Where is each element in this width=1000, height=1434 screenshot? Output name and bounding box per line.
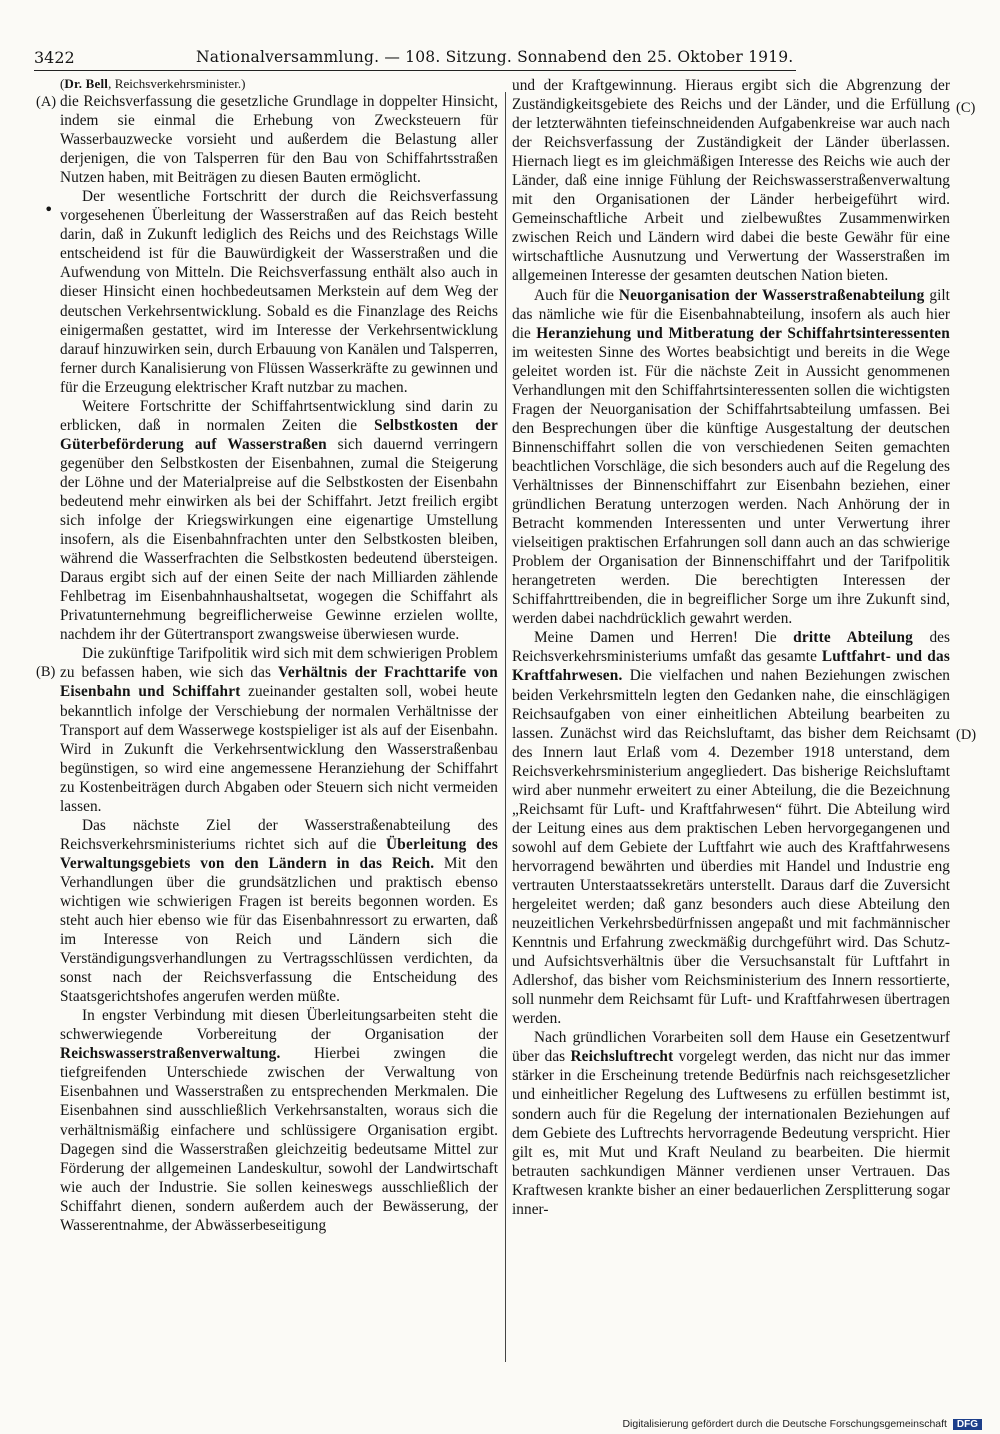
text-run: Hierbei zwingen die tiefgreifenden Unterschiede zwischen der Verwaltung von Eisenbahnen und Wasserstraßen zu entsprechenden Merkmalen. Die Eisenbahnen sind ausschließlich Verkehrsanstalten, woraus sich die verhältnismäßig einfachere und schlüssigere Organisation ergibt. Dagegen sind die Wasserstraßen gleichzeitig bedeutsame Mittel zur Förderung der allgemeinen Landeskultur, sowohl der Landwirtschaft wie auch der Industrie. Sie sollen keineswegs ausschließlich der Schiffahrt dienen, sondern außerdem auch der Bewässerung, der Wasserentnahme, der Abwässerbeseitigung bbox=[60, 1045, 498, 1234]
section-mark-c: (C) bbox=[956, 100, 976, 116]
emphasis: dritte Abteilung bbox=[793, 629, 914, 647]
section-mark-a: (A) bbox=[36, 94, 57, 110]
text-run: sich dauernd verringern gegenüber den Selbstkosten der Eisenbahnen, zumal die Steigerung der Löhne und der Materialpreise auf die Selbstkosten der Eisenbahn bedeutend mehr einwirken als bei der Schiffahrt. Jetzt freilich ergibt sich infolge der Kriegswirkungen eine eigenartige Umstellung insofern, als die Eisenbahnfrachten unter den Selbstkosten bleiben, während die Wasserfrachten die Selbstkosten bedeutend übersteigen. Daraus ergibt sich auf der einen Seite der nach Milliarden zählende Fehlbetrag im Eisenbahnhaushaltsetat, wogegen die Schiffahrt als Privatunternehmung begreiflicherweise Gewinne erzielen wollte, nachdem ihr der Gütertransport zwangsweise überwiesen wurde. bbox=[60, 435, 498, 644]
right-column bbox=[512, 76, 950, 1219]
credit-text: Digitalisierung gefördert durch die Deutsche Forschungsgemeinschaft bbox=[622, 1418, 947, 1430]
paragraph bbox=[512, 1028, 950, 1218]
paragraph bbox=[60, 644, 498, 815]
margin-dot: • bbox=[44, 200, 54, 219]
paragraph bbox=[60, 397, 498, 645]
speaker-line: (Dr. Bell, Reichsverkehrsminister.) bbox=[60, 76, 246, 91]
text-run: Nach gründlichen Vorarbeiten soll dem Hause ein Gesetzentwurf über das bbox=[512, 1029, 950, 1066]
running-header bbox=[34, 46, 796, 71]
emphasis: Neuorganisation der Wasserstraßenabteilung bbox=[618, 286, 925, 304]
text-run: im weitesten Sinne des Wortes beabsichtigt und bereits in die Wege geleitet worden ist. Für die nächste Zeit in Aussicht genommenen Verhandlungen mit den Schiffahrtsinteressenten sollen die wichtigsten Fragen der Neuorganisation der Schiffahrtsabteilung umfassen. Bei den Besprechungen über die künftige Ausgestaltung der deutschen Binnenschiffahrt sollen die von verschiedenen Seiten gemachten beachtlichen Vorschläge, die sich besonders auch auf die Regelung des Verhältnisses der Binnenschiffahrt zur Eisenbahn beziehen, einer gründlichen Beratung unterzogen werden. Nach Anhörung der in Betracht kommenden Interessenten und unter Verwertung ihrer vielseitigen praktischen Erfahrungen soll dann auch an das schwierige Problem der Organisation der Binnenschiffahrt und der Tarifpolitik herangetreten werden. Die berechtigten Interessen der Schiffahrttreibenden, die in begreiflicher Sorge um ihre Zukunft sind, werden dabei nachdrücklich gewahrt werden. bbox=[512, 343, 950, 628]
paragraph: und der Kraftgewinnung. Hieraus ergibt sich die Abgrenzung der Zuständigkeitsgebiete des Reichs und der Länder, und die Erfüllung der letzterwähnten tiefeinschneidenden Aufgabenkreise war auch nach der Reichsverfassung der Zuständigkeit der Länder überlassen. Hiernach liegt es im gleichmäßigen Interesse des Reichs wie auch der Länder, daß eine innige Fühlung der Reichswasserstraßenverwaltung mit den Organisationen der Länder herbeigeführt wird. Gemeinschaftliche Arbeit und zielbewußtes Zusammenwirken zwischen Reich und Ländern wird dabei die beste Gewähr für eine wirtschaftliche Ausnutzung und Verwertung der Wasserstraßen im allgemeinen Interesse der gesamten deutschen Nation bieten. bbox=[512, 77, 950, 285]
digitization-credit bbox=[622, 1418, 982, 1430]
paragraph bbox=[512, 286, 950, 629]
page-number: 3422 bbox=[34, 48, 75, 67]
section-mark-b: (B) bbox=[36, 664, 56, 680]
text-run: zueinander gestalten soll, wobei heute bekanntlich infolge der Verschiebung der normalen Verhältnisse der Transport auf dem Wasserwege kostspieliger ist als auf der Eisenbahn. Wird in Zukunft die Verkehrsentwicklung den Wasserstraßenbau begünstigen, so wird eine angemessene Heranziehung der Schiffahrt zu Kostenbeiträgen durch Abgaben oder Steuern sich nicht vermeiden lassen. bbox=[60, 683, 498, 815]
emphasis: Überleitung des Verwaltungsgebiets von den Ländern in das Reich. bbox=[60, 835, 498, 872]
emphasis: Selbstkosten der Güterbeförderung auf Wasserstraßen bbox=[60, 416, 498, 453]
dfg-logo: DFG bbox=[953, 1419, 982, 1430]
text-run: In engster Verbindung mit diesen Überleitungsarbeiten steht die schwerwiegende Vorbereitung der Organisation der bbox=[60, 1007, 498, 1044]
paragraph bbox=[512, 628, 950, 1028]
emphasis: Reichsluftrecht bbox=[570, 1048, 674, 1066]
paragraph bbox=[60, 816, 498, 1006]
speaker-name: Dr. Bell bbox=[64, 76, 109, 91]
paragraph bbox=[60, 1006, 498, 1235]
text-run: des Reichsverkehrsministeriums umfaßt das gesamte bbox=[512, 629, 950, 666]
text-run: Auch für die bbox=[534, 286, 619, 304]
text-run: Meine Damen und Herren! Die bbox=[534, 629, 794, 647]
section-mark-d: (D) bbox=[956, 727, 977, 743]
column-rule bbox=[505, 92, 506, 1362]
emphasis: Reichswasserstraßenverwaltung. bbox=[60, 1045, 281, 1063]
left-column bbox=[60, 76, 498, 1235]
text-run: Das nächste Ziel der Wasserstraßenabteilung des Reichsverkehrsministeriums richtet sich auf die bbox=[60, 816, 498, 853]
emphasis: Luftfahrt- und das Kraftfahrwesen. bbox=[512, 648, 950, 685]
text-run: Mit den Verhandlungen über die grundsätzlichen und praktisch ebenso wichtigen wie schwierigen Fragen ist bereits begonnen worden. Es steht auch hier ebenso wie für das Eisenbahnressort zu erwarten, daß im Interesse von Reich und Ländern sich die Verständigungsverhandlungen zu Vertragsschlüssen verdichten, da sonst nach der Reichsverfassung die Entscheidung des Staatsgerichtshofes angerufen werden müßte. bbox=[60, 854, 498, 1006]
emphasis: Heranziehung und Mitberatung der Schiffahrtsinteressenten bbox=[536, 324, 950, 342]
text-run: Die vielfachen und nahen Beziehungen zwischen beiden Verkehrsmitteln legten den Gedanken nahe, die einschlägigen Reichsaufgaben von einer einheitlichen Abteilung bearbeiten zu lassen. Zunächst wird das Reichsluftamt, das bisher dem Reichsamt des Innern laut Erlaß vom 4. Dezember 1918 unterstand, dem Reichsverkehrsministerium angegliedert. Das bisherige Reichsluftamt wird aber nunmehr erweitert zu einer Abteilung, die die Bezeichnung „Reichsamt für Luft- und Kraftfahrwesen“ führt. Die Abteilung wird der Leitung eines aus dem praktischen Leben hervorgegangenen und sowohl auf dem Gebiete der Luftfahrt wie auch des Kraftfahrwesens hervorragend bewährten und überdies mit Handel und Industrie eng vertrauten Unterstaatssekretärs unterstellt. Daraus darf die Zuversicht hergeleitet werden; daß ganz besonders auch diese Abteilung den neuzeitlichen Verkehrsbedürfnissen angepaßt und mit fachmännischer Kenntnis und Erfahrung zweckmäßig durchgeführt wird. Das Schutz- und Aufsichtsverhältnis über die Versuchsanstalt für Luftfahrt in Adlershof, das bisher vom Reichsministerium des Innern ressortierte, soll nunmehr dem Reichsamt für Luft- und Kraftfahrwesen übertragen werden. bbox=[512, 667, 950, 1028]
emphasis: Verhältnis der Frachttarife von Eisenbahn und Schiffahrt bbox=[60, 664, 498, 701]
text-run: gilt das nämliche wie für die Eisenbahnabteilung, insofern als auch hier die bbox=[512, 286, 950, 342]
speaker-role: Reichsverkehrsminister. bbox=[114, 76, 242, 91]
running-title: Nationalversammlung. — 108. Sitzung. Sonnabend den 25. Oktober 1919. bbox=[196, 48, 794, 66]
paragraph: die Reichsverfassung die gesetzliche Grundlage in doppelter Hinsicht, indem sie einmal die Erhebung von Zwecksteuern für Wasserbauzwecke vorsieht und außerdem die Belastung aller derjenigen, die von Talsperren für den Bau von Schiffahrtsstraßen Nutzen haben, mit Beiträgen zu diesen Bauten ermöglicht. bbox=[60, 93, 498, 187]
paragraph: Der wesentliche Fortschritt der durch die Reichsverfassung vorgesehenen Überleitung der Wasserstraßen auf das Reich besteht darin, daß in Zukunft lediglich des Reichs und des Reichstags Wille entscheidend ist für die Bauwürdigkeit der Wasserstraßen und die Aufwendung von Mitteln. Die Reichsverfassung enthält also auch in dieser Hinsicht einen hochbedeutsamen Merkstein auf dem Weg der deutschen Verkehrsentwicklung. Sobald es die Finanzlage des Reichs einigermaßen gestattet, wird im Interesse der Verkehrsentwicklung darauf hinzuwirken sein, durch Erbauung von Kanälen und Talsperren, ferner durch Kanalisierung von Flüssen Wasserkräfte zu gewinnen und für die Erzeugung elektrischer Kraft nutzbar zu machen. bbox=[60, 188, 498, 396]
text-run: Die zukünftige Tarifpolitik wird sich mit dem schwierigen Problem zu befassen haben, wie sich das bbox=[60, 645, 498, 682]
text-run: vorgelegt werden, das nicht nur das immer stärker in die Erscheinung tretende Bedürfnis nach reichsgesetzlicher und einheitlicher Regelung des Luftwesens zu erfüllen bestimmt ist, sondern auch für die Regelung der internationalen Beziehungen auf dem Gebiete des Luftrechts hervorragende Bedeutung verspricht. Hier gilt es, mit Mut und Kraft Neuland zu bearbeiten. Die hiermit betrauten sachkundigen Männer verdienen unser Vertrauen. Das Kraftwesen krankte bisher an einer bedauerlichen Zersplitterung sogar inner- bbox=[512, 1048, 950, 1218]
text-run: Weitere Fortschritte der Schiffahrtsentwicklung sind darin zu erblicken, daß in normalen Zeiten die bbox=[60, 397, 498, 434]
